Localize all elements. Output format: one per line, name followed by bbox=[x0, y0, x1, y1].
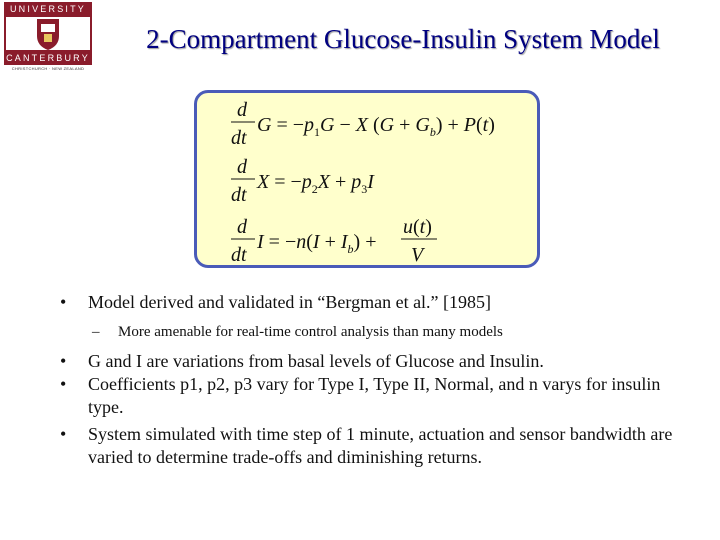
bullet-item bbox=[60, 373, 700, 419]
svg-text:dt: dt bbox=[231, 244, 247, 266]
svg-text:V: V bbox=[411, 244, 424, 266]
bullet-item bbox=[60, 350, 700, 373]
svg-text:dt: dt bbox=[231, 127, 247, 149]
bullet-marker: • bbox=[60, 292, 67, 312]
sub-bullet-text: More amenable for real-time control analysis than many models bbox=[118, 324, 503, 340]
svg-text:d: d bbox=[237, 216, 247, 238]
equation-remote-insulin bbox=[231, 156, 375, 206]
equation-glucose bbox=[231, 99, 495, 149]
svg-text:d: d bbox=[237, 156, 247, 178]
svg-text:u(t): u(t) bbox=[403, 216, 432, 238]
bullet-marker: • bbox=[60, 424, 67, 444]
equations-graphic bbox=[197, 93, 543, 271]
sub-bullet-item bbox=[60, 322, 700, 342]
logo-top-text: UNIVERSITY bbox=[4, 2, 92, 16]
logo-bottom-text: CANTERBURY bbox=[4, 51, 92, 65]
bullet-item bbox=[60, 291, 700, 314]
crest-icon bbox=[35, 16, 61, 51]
svg-text:G = −p1G − X (G + Gb) + P(t): $G = -p_1G - X$ $(G + G_b) + P(t)$ bbox=[257, 114, 495, 139]
equation-insulin bbox=[231, 216, 437, 266]
university-logo bbox=[4, 2, 92, 72]
bullet-marker: • bbox=[60, 374, 67, 394]
bullet-marker: • bbox=[60, 351, 67, 371]
bullet-text: System simulated with time step of 1 minute, actuation and sensor bandwidth are varied to determine trade-offs and diminishing returns. bbox=[88, 424, 673, 467]
logo-tagline: CHRISTCHURCH · NEW ZEALAND bbox=[11, 66, 85, 71]
svg-text:I = −n(I + Ib) +: $I = -n(I + I_b)$ + bbox=[257, 231, 377, 256]
sub-bullet-marker: – bbox=[92, 324, 100, 340]
bullet-text: Coefficients p1, p2, p3 vary for Type I, Type II, Normal, and n varys for insulin type. bbox=[88, 374, 661, 417]
bullet-text: Model derived and validated in “Bergman et al.” [1985] bbox=[88, 292, 492, 312]
slide-title: 2-Compartment Glucose-Insulin System Model bbox=[146, 24, 660, 54]
bullet-item bbox=[60, 423, 700, 469]
bullet-list bbox=[60, 291, 700, 469]
svg-text:d: d bbox=[237, 99, 247, 121]
bullet-text: G and I are variations from basal levels of Glucose and Insulin. bbox=[88, 351, 544, 371]
equation-box bbox=[194, 90, 540, 268]
svg-text:X = −p2X + p3I: $X = -p_2X + p_3I$ bbox=[257, 171, 374, 196]
svg-text:dt: dt bbox=[231, 184, 247, 206]
